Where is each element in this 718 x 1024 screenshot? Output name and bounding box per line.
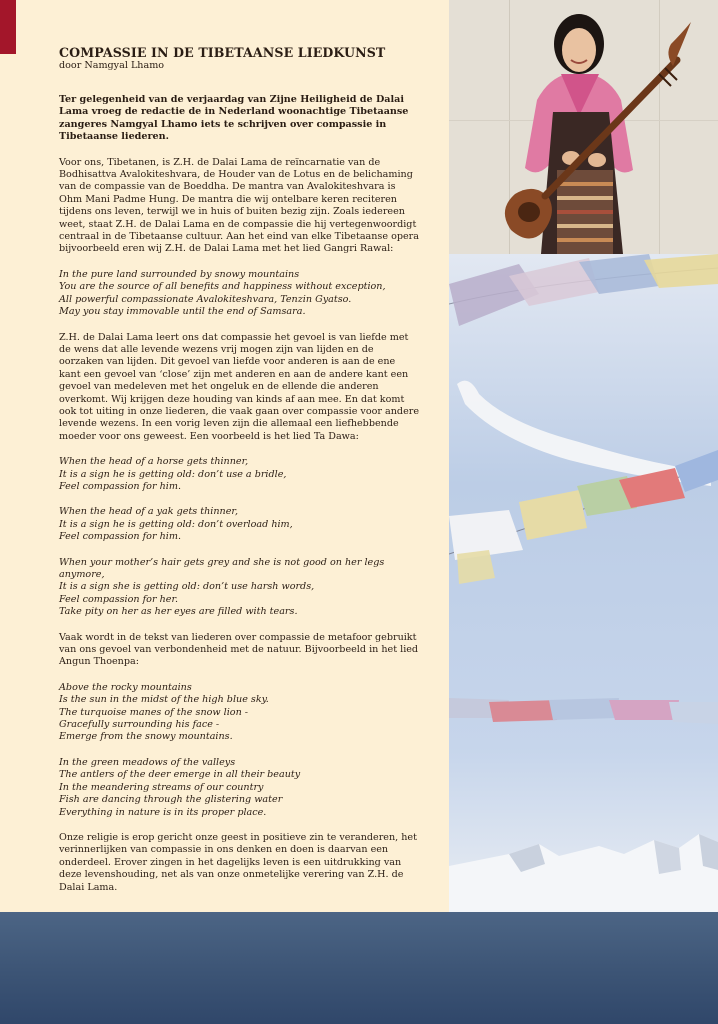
bottom-band: [0, 912, 718, 1024]
song-ta-dawa-verse-3: [59, 557, 419, 619]
article-byline: door Namgyal Lhamo: [59, 60, 165, 71]
singer-photo: [449, 0, 718, 254]
poem-line: When your mother’s hair gets grey and she is not good on her legs anymore,: [59, 556, 385, 580]
poem-line: You are the source of all benefits and happiness without exception,: [59, 281, 386, 293]
poem-line: When the head of a yak gets thinner,: [59, 506, 238, 518]
poem-line: In the pure land surrounded by snowy mountains: [59, 268, 300, 280]
prayer-flags-image: [449, 254, 718, 912]
paragraph-1: Voor ons, Tibetanen, is Z.H. de Dalai Lama de reïncarnatie van de Bodhisattva Avalokiteshvara, de Houder van de Lotus en de belichaming van de compassie van de Boeddha. De mantra van Avalokiteshvara is Ohm Mani Padme Hung. De mantra die wij ontelbare keren reciteren tijdens ons leven, terwijl we in huis of buiten bezig zijn. Zoals iedereen weet, staat Z.H. de Dalai Lama en de compassie die hij vertegenwoordigt centraal in de Tibetaanse cultuur. Aan het eind van elke Tibetaanse opera bijvoorbeeld eren wij Z.H. de Dalai Lama met het lied Gangri Rawal:: [59, 156, 419, 255]
paragraph-4: Onze religie is erop gericht onze geest in positieve zin te veranderen, het verinnerlijken van compassie in ons denken en doen is daarvan een onderdeel. Erover zingen in het dagelijks leven is een uitdrukking van deze levenshouding, net als van onze onmetelijke verering van Z.H. de Dalai Lama.: [59, 831, 417, 893]
poem-line: It is a sign she is getting old: don’t use harsh words,: [59, 581, 315, 593]
poem-line: Is the sun in the midst of the high blue sky.: [59, 694, 269, 706]
poem-line: Feel compassion for him.: [59, 531, 181, 543]
paragraph-3: Vaak wordt in de tekst van liederen over compassie de metafoor gebruikt van ons gevoel van verbondenheid met de natuur. Bijvoorbeeld in het lied Angun Thoenpa:: [59, 631, 419, 668]
poem-line: In the green meadows of the valleys: [59, 756, 236, 768]
poem-line: In the meandering streams of our country: [59, 781, 264, 793]
article-body: [59, 45, 419, 907]
poem-line: The turquoise manes of the snow lion -: [59, 706, 249, 718]
song-angun-thoenpa-verse-1: [59, 682, 419, 744]
image-column: [449, 0, 718, 912]
poem-line: When the head of a horse gets thinner,: [59, 456, 249, 468]
poem-line: May you stay immovable until the end of Samsara.: [59, 306, 306, 318]
poem-line: Everything in nature is in its proper place.: [59, 806, 267, 818]
singer-illustration: [449, 0, 718, 254]
red-accent-tab: [0, 0, 16, 54]
poem-line: Gracefully surrounding his face -: [59, 719, 220, 731]
poem-line: Fish are dancing through the glistering water: [59, 794, 283, 806]
poem-line: Above the rocky mountains: [59, 681, 192, 693]
poem-line: Take pity on her as her eyes are filled with tears.: [59, 606, 298, 618]
song-gangri-rawal: [59, 269, 419, 319]
article-title: COMPASSIE IN DE TIBETAANSE LIEDKUNST: [59, 45, 386, 60]
poem-line: It is a sign he is getting old: don’t overload him,: [59, 518, 293, 530]
song-ta-dawa-verse-2: [59, 506, 419, 543]
prayer-flags-illustration: [449, 254, 718, 912]
intro-paragraph: Ter gelegenheid van de verjaardag van Zijne Heiligheid de Dalai Lama vroeg de redactie de in Nederland woonachtige Tibetaanse zangeres Namgyal Lhamo iets te schrijven over compassie in Tibetaanse liederen.: [59, 94, 409, 143]
poem-line: All powerful compassionate Avalokiteshvara, Tenzin Gyatso.: [59, 293, 352, 305]
poem-line: Feel compassion for him.: [59, 480, 181, 492]
song-ta-dawa-verse-1: [59, 456, 419, 493]
poem-line: It is a sign he is getting old: don’t use a bridle,: [59, 468, 287, 480]
poem-line: The antlers of the deer emerge in all their beauty: [59, 769, 301, 781]
paragraph-2: Z.H. de Dalai Lama leert ons dat compassie het gevoel is van liefde met de wens dat alle levende wezens vrij mogen zijn van lijden en de oorzaken van lijden. Dit gevoel van liefde voor anderen is aan de ene kant een gevoel van ‘close’ zijn met anderen en aan de andere kant een gevoel van medeleven met het ongeluk en de ellende die anderen overkomt. Wij krijgen deze houding van kinds af aan mee. En dat komt ook tot uiting in onze liederen, die vaak gaan over compassie voor andere levende wezens. In een vorig leven zijn die allemaal een liefhebbende moeder voor ons geweest. Een voorbeeld is het lied Ta Dawa:: [59, 331, 420, 442]
song-angun-thoenpa-verse-2: [59, 757, 419, 819]
poem-line: Feel compassion for her.: [59, 593, 179, 605]
poem-line: Emerge from the snowy mountains.: [59, 731, 233, 743]
